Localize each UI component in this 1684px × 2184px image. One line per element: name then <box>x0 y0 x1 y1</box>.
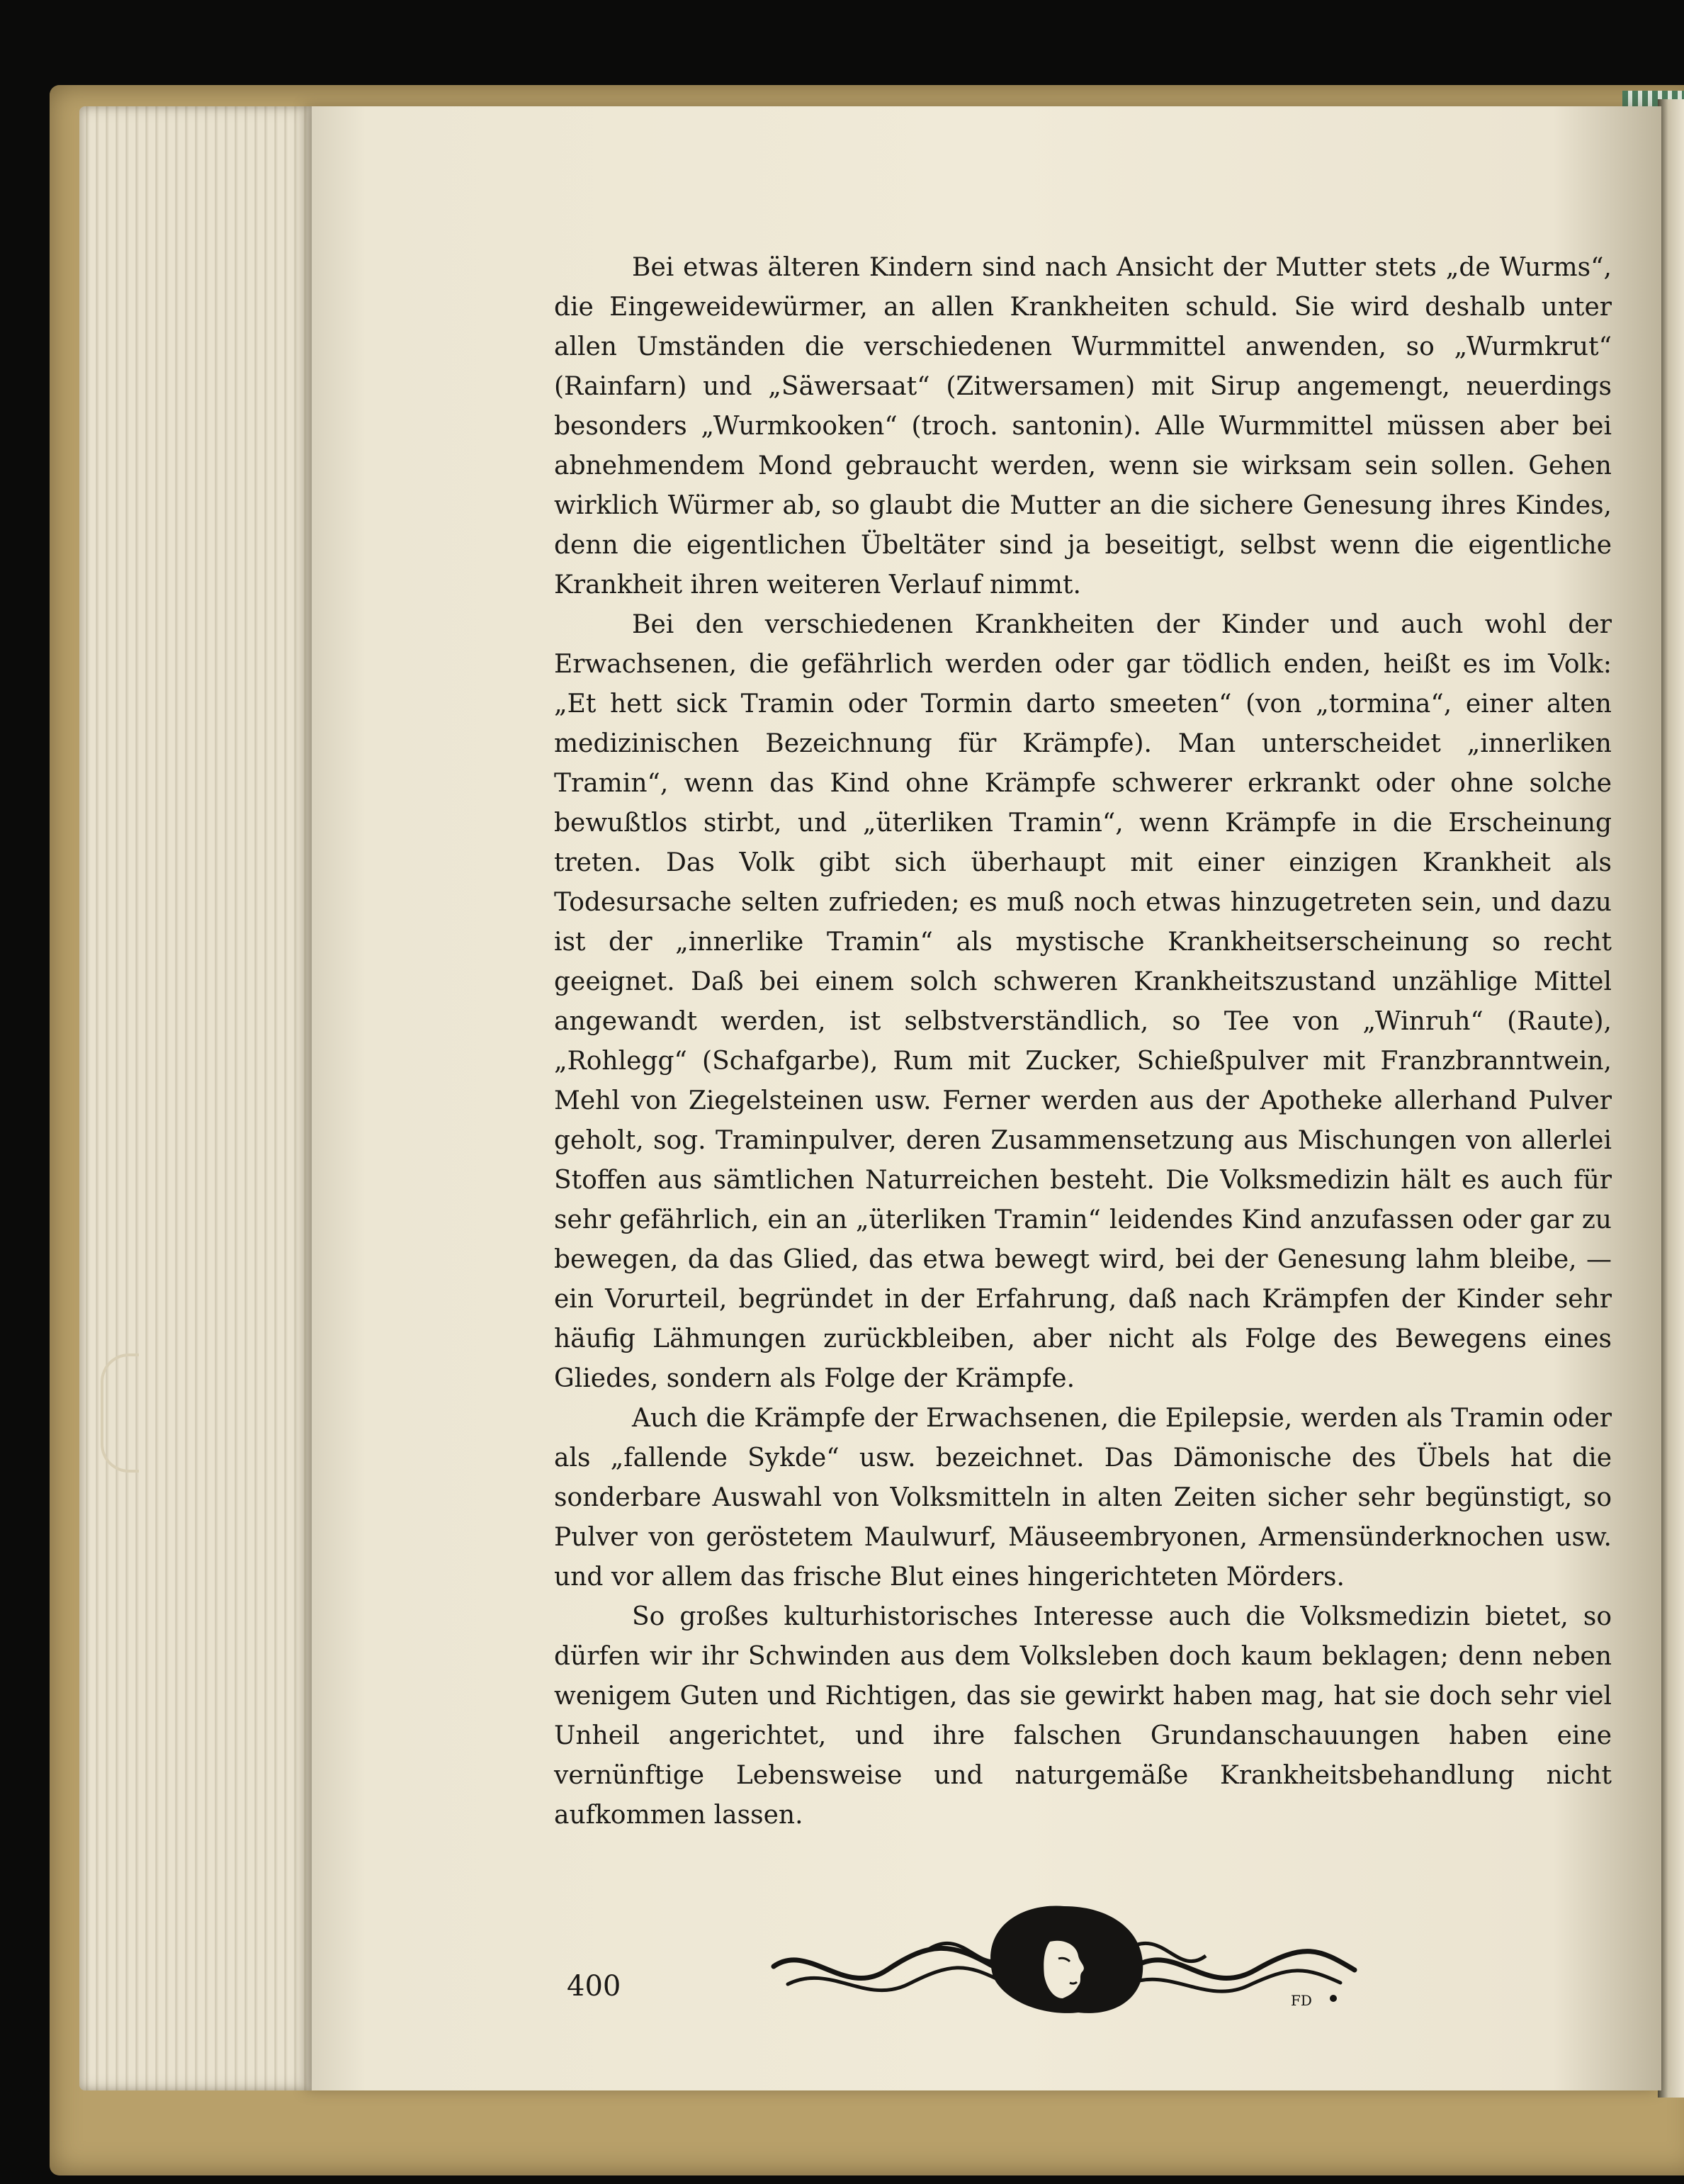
page-edges <box>79 106 320 2090</box>
paragraph: Bei den verschiedenen Krankheiten der Kinder und auch wohl der Erwachsenen, die gefährlich werden oder gar tödlich enden, heißt es im Volk: „Et hett sick Tramin oder Tormin darto smeeten“ (von „tormina“, einer alten medizinischen Bezeichnung für Krämpfe). Man unterscheidet „innerliken Tramin“, wenn das Kind ohne Krämpfe schwerer erkrankt oder ohne solche bewußtlos stirbt, und „üterliken Tramin“, wenn Krämpfe in die Erscheinung treten. Das Volk gibt sich überhaupt mit einer einzigen Krankheit als Todesursache selten zufrieden; es muß noch etwas hinzugetreten sein, und dazu ist der „innerlike Tramin“ als mystische Krankheitserscheinung so recht geeignet. Daß bei einem solch schweren Krankheitszustand unzählige Mittel angewandt werden, ist selbstverständlich, so Tee von „Winruh“ (Raute), „Rohlegg“ (Schafgarbe), Rum mit Zucker, Schießpulver mit Franzbranntwein, Mehl von Ziegelsteinen usw. Ferner werden aus der Apotheke allerhand Pulver geholt, sog. Traminpulver, deren Zusammensetzung aus Mischungen von allerlei Stoffen aus sämtlichen Naturreichen besteht. Die Volksmedizin hält es auch für sehr gefährlich, ein an „üterliken Tramin“ leidendes Kind anzufassen oder gar zu bewegen, da das Glied, das etwa bewegt wird, bei der Genesung lahm bleibe, — ein Vorurteil, begründet in der Erfahrung, daß nach Krämpfen der Kinder sehr häufig Lähmungen zurückbleiben, aber nicht als Folge des Bewegens eines Gliedes, sondern als Folge der Krämpfe. <box>554 610 1612 1393</box>
art-nouveau-face-vignette-icon <box>767 1899 1362 2020</box>
paragraph: So großes kulturhistorisches Interesse auch die Volksmedizin bietet, so dürfen wir ihr Schwinden aus dem Volksleben doch kaum beklagen; denn neben wenigem Guten und Richtigen, das sie gewirkt haben mag, hat sie doch sehr viel Unheil angerichtet, und ihre falschen Grundanschauungen haben eine vernünftige Lebensweise und naturgemäße Krankheitsbehandlung nicht aufkommen lassen. <box>554 1602 1612 1830</box>
body-text <box>554 248 1612 1835</box>
page-number: 400 <box>567 1970 621 2003</box>
paragraph: Auch die Krämpfe der Erwachsenen, die Epilepsie, werden als Tramin oder als „fallende Sykde“ usw. bezeichnet. Das Dämonische des Übels hat die sonderbare Auswahl von Volksmitteln in alten Zeiten sicher sehr begünstigt, so Pulver von geröstetem Maulwurf, Mäuseembryonen, Armensünderknochen usw. und vor allem das frische Blut eines hingerichteten Mörders. <box>554 1404 1612 1592</box>
binding-thread <box>101 1353 139 1473</box>
ornament-monogram: FD <box>1291 1992 1312 2009</box>
book-page <box>312 106 1661 2090</box>
facing-page <box>1658 99 1684 2098</box>
paragraph: Bei etwas älteren Kindern sind nach Ansicht der Mutter stets „de Wurms“, die Eingeweidewürmer, an allen Krankheiten schuld. Sie wird deshalb unter allen Umständen die verschiedenen Wurmmittel anwenden, so „Wurmkrut“ (Rainfarn) und „Säwersaat“ (Zitwersamen) mit Sirup angemengt, neuerdings besonders „Wurmkooken“ (troch. santonin). Alle Wurmmittel müssen aber bei abnehmendem Mond gebraucht werden, wenn sie wirksam sein sollen. Gehen wirklich Würmer ab, so glaubt die Mutter an die sichere Genesung ihres Kindes, denn die eigentlichen Übeltäter sind ja beseitigt, selbst wenn die eigentliche Krankheit ihren weiteren Verlauf nimmt. <box>554 253 1612 600</box>
